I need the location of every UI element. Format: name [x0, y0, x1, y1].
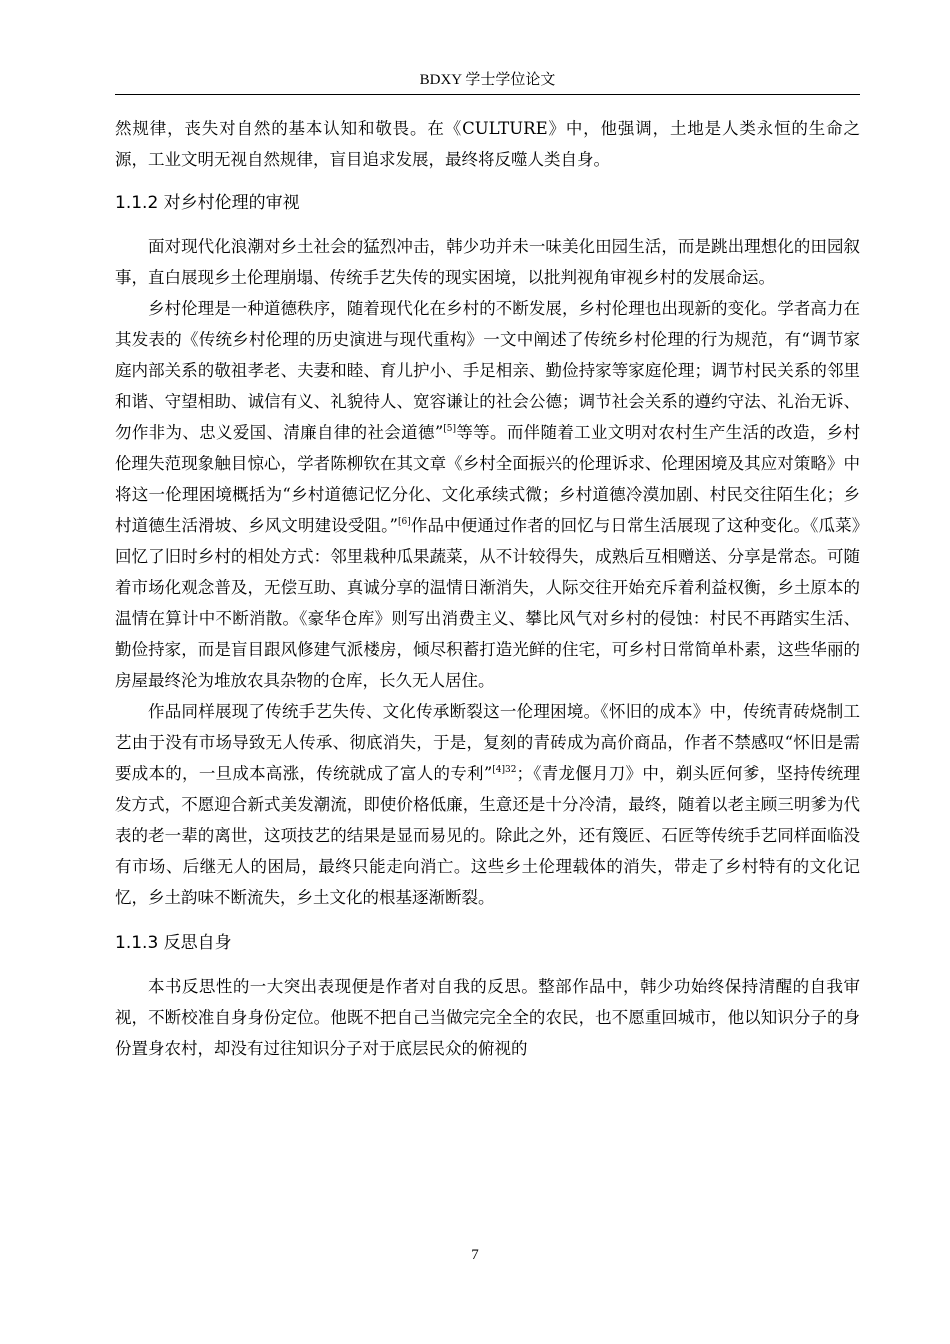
paragraph-self-reflection: 本书反思性的一大突出表现便是作者对自我的反思。整部作品中，韩少功始终保持清醒的自我审视，不断校准自身身份定位。他既不把自己当做完完全全的农民，也不愿重回城市，他以知识分子的身份置身农村，却没有过往知识分子对于底层民众的俯视的 [115, 977, 860, 1058]
header-rule [115, 94, 860, 95]
running-header: BDXY 学士学位论文 [419, 72, 556, 88]
page-number: 7 [471, 1247, 479, 1263]
paragraph-intro: 面对现代化浪潮对乡土社会的猛烈冲击，韩少功并未一味美化田园生活，而是跳出理想化的田园叙事，直白展现乡土伦理崩塌、传统手艺失传的现实困境，以批判视角审视乡村的发展命运。 [115, 237, 860, 287]
paragraph-rural-ethics [115, 293, 860, 696]
text-segment: 作品中便通过作者的回忆与日常生活展现了这种变化。《瓜菜》回忆了旧时乡村的相处方式：邻里栽种瓜果蔬菜，从不计较得失，成熟后互相赠送、分享是常态。可随着市场化观念普及，无偿互助、真诚分享的温情日渐消失，人际交往开始充斥着利益权衡，乡土原本的温情在算计中不断消散。《豪华仓库》则写出消费主义、攀比风气对乡村的侵蚀：村民不再踏实生活、勤俭持家，而是盲目跟风修建气派楼房，倾尽积蓄打造光鲜的住宅，可乡村日常简单朴素，这些华丽的房屋最终沦为堆放农具杂物的仓库，长久无人居住。 [115, 516, 861, 690]
paragraph-continued: 然规律，丧失对自然的基本认知和敬畏。在《CULTURE》中，他强调，土地是人类永恒的生命之源，工业文明无视自然规律，盲目追求发展，最终将反噬人类自身。 [115, 119, 860, 169]
citation-6: [6] [397, 517, 411, 527]
text-segment: 乡村伦理是一种道德秩序，随着现代化在乡村的不断发展，乡村伦理也出现新的变化。学者高力在其发表的《传统乡村伦理的历史演进与现代重构》一文中阐述了传统乡村伦理的行为规范，有“调节家庭内部关系的敬祖孝老、夫妻和睦、育儿护小、手足相亲、勤俭持家等家庭伦理；调节村民关系的邻里和谐、守望相助、诚信有义、礼貌待人、宽容谦让的社会公德；调节社会关系的遵约守法、礼治无诉、 勿作非为、忠义爱国、清廉自律的社会道德” [115, 299, 860, 442]
paragraph-crafts [115, 696, 860, 913]
citation-4: [4]32 [492, 765, 517, 775]
text-segment: 作品同样展现了传统手艺失传、文化传承断裂这一伦理困境。《怀旧的成本》中，传统青砖烧制工艺由于没有市场导致无人传承、彻底消失，于是，复刻的青砖成为高价商品，作者不禁感叹“怀旧是需要成本的，一旦成本高涨，传统就成了富人的专利” [115, 702, 860, 783]
text-segment: 等等。而伴随着工业文明对农村生产生活的改造，乡村伦理失范现象触目惊心，学者陈柳钦在其文章《乡村全面振兴的伦理诉求、伦理困境及其应对策略》中将这一伦理困境概括为“乡村道德记忆分化、文化承续式微；乡村道德冷漠加剧、村民交往陌生化；乡村道德生活滑坡、乡风文明建设受阻。” [115, 423, 861, 535]
body-text [115, 113, 860, 1064]
section-heading-1-1-3: 1.1.3 反思自身 [115, 933, 232, 953]
citation-5: [5] [443, 424, 457, 434]
text-segment: ；《青龙偃月刀》中，剃头匠何爹，坚持传统理发方式，不愿迎合新式美发潮流，即使价格低廉，生意还是十分冷清，最终，随着以老主顾三明爹为代表的老一辈的离世，这项技艺的结果是显而易见的。除此之外，还有篾匠、石匠等传统手艺同样面临没有市场、后继无人的困局，最终只能走向消亡。这些乡土伦理载体的消失，带走了乡村特有的文化记忆，乡土韵味不断流失，乡土文化的根基逐渐断裂。 [115, 764, 861, 907]
section-heading-1-1-2: 1.1.2 对乡村伦理的审视 [115, 193, 300, 213]
